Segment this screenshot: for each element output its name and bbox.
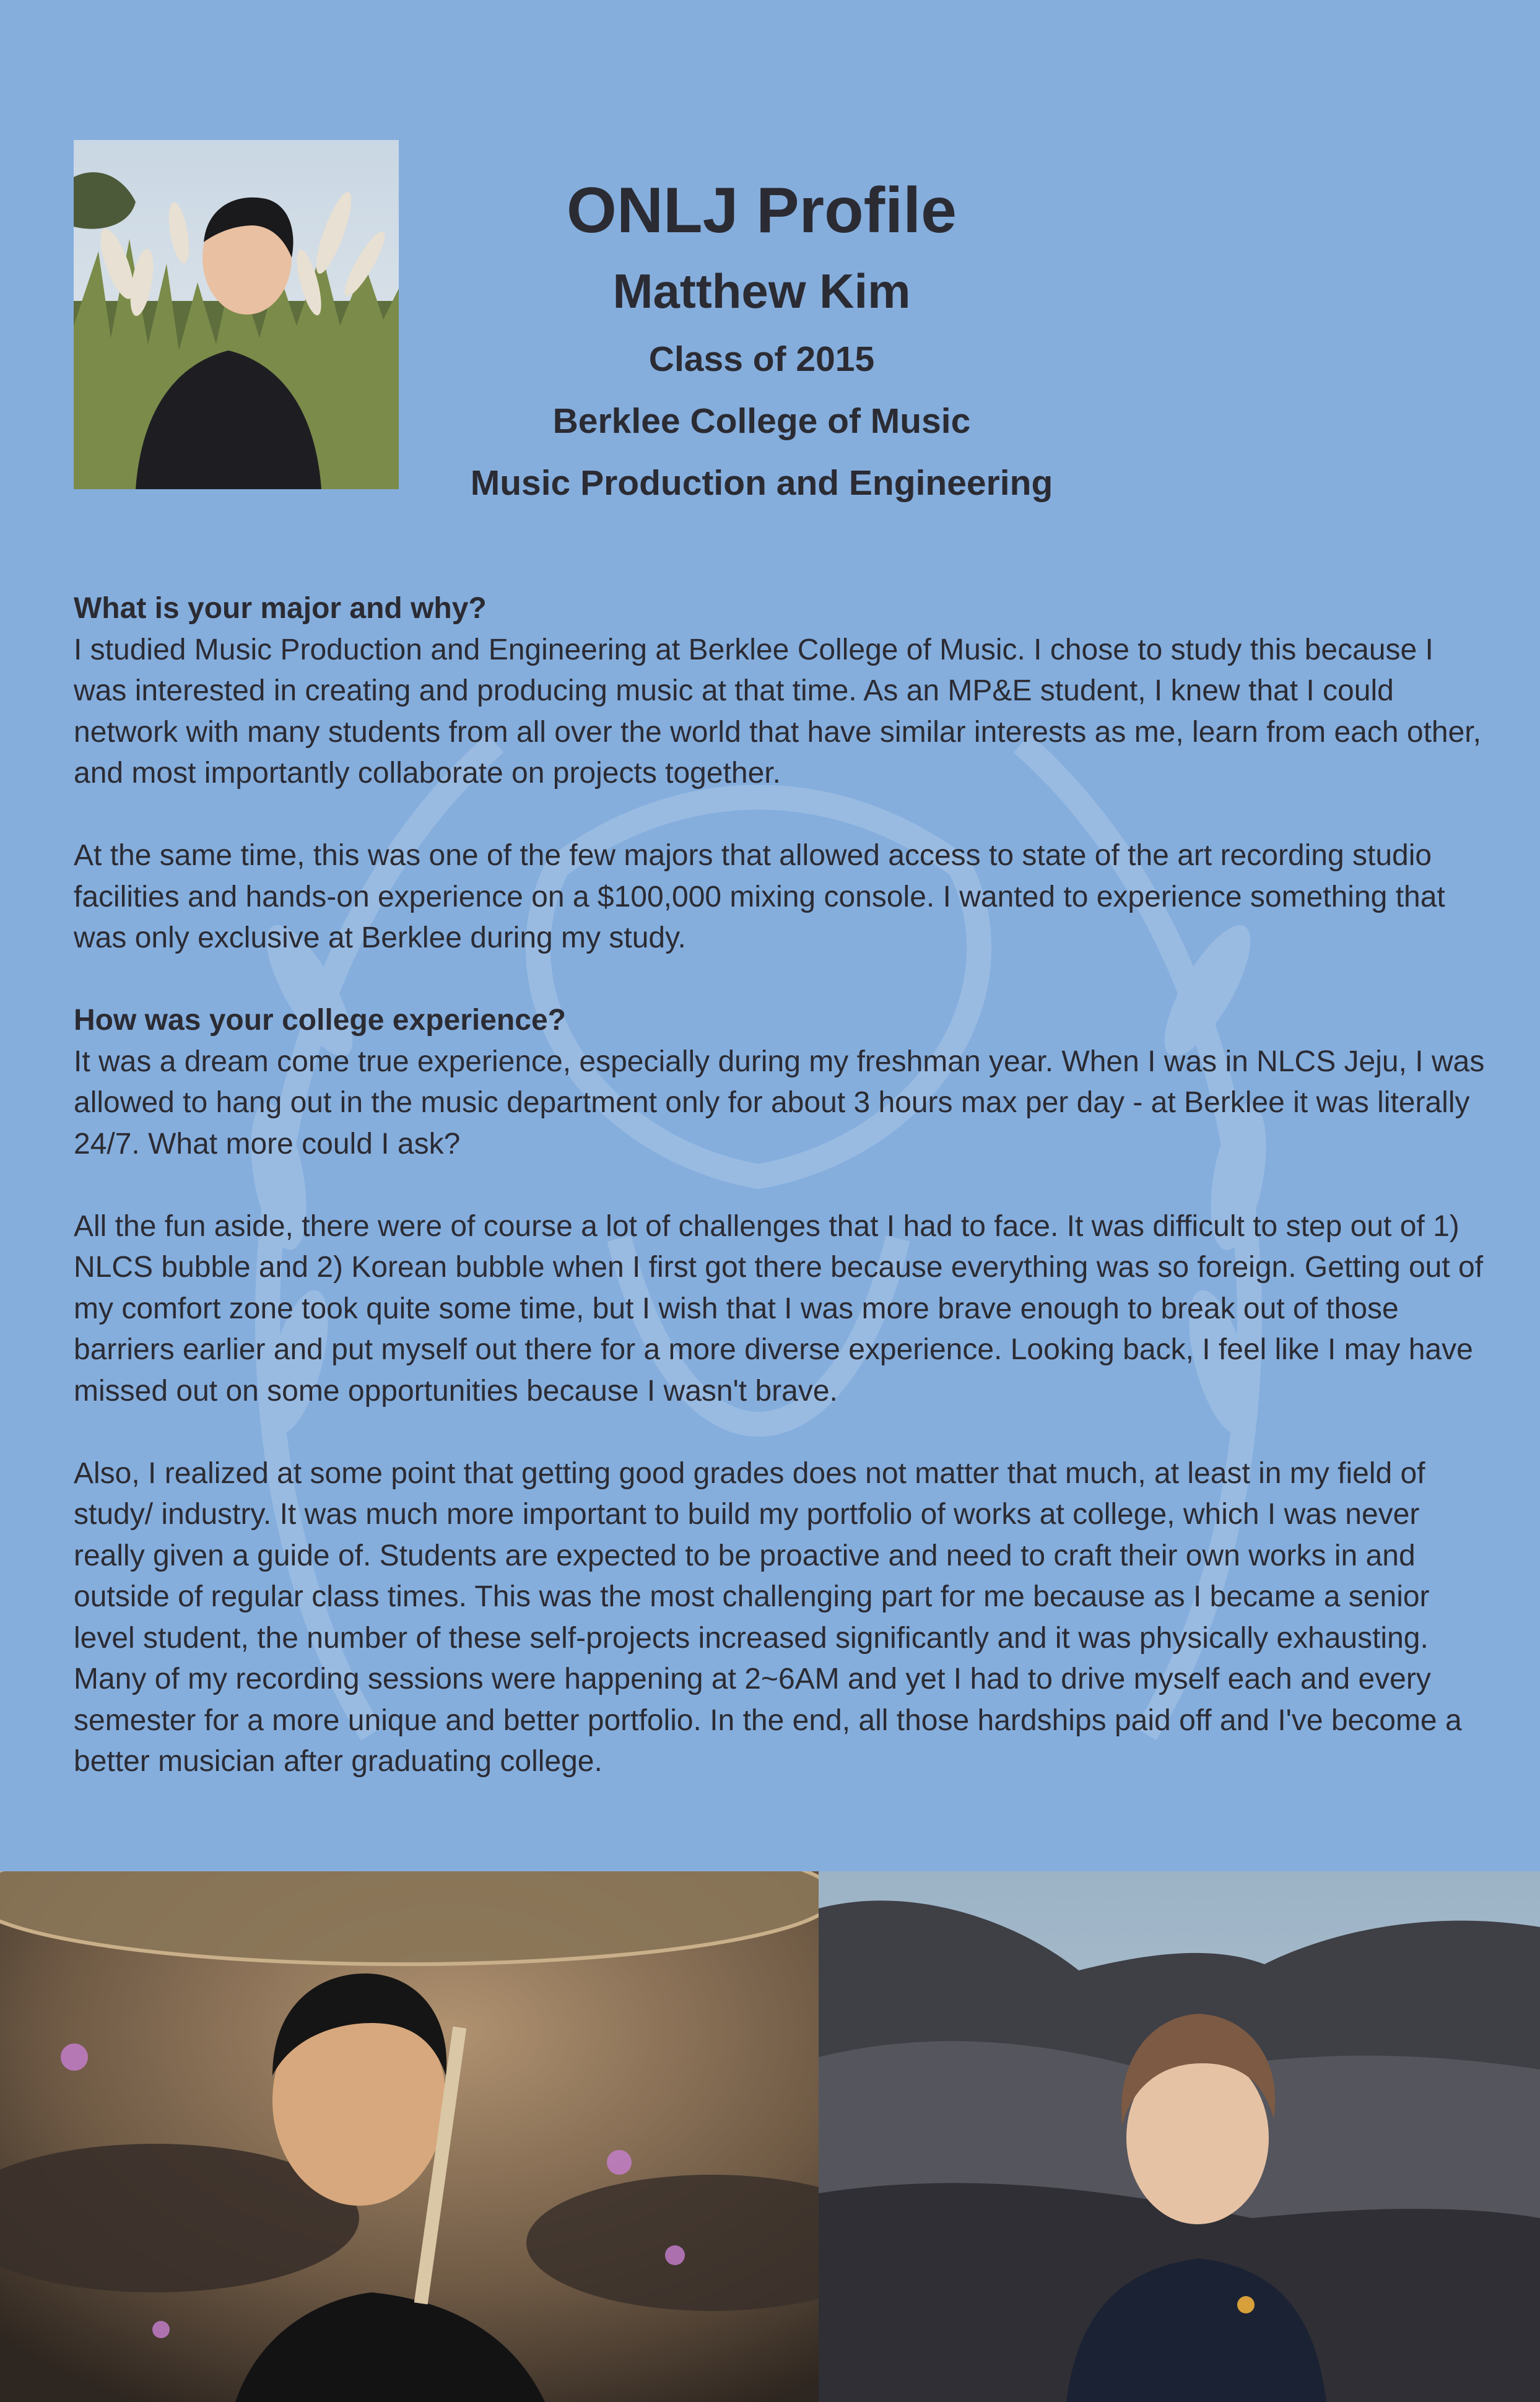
university-name: Berklee College of Music — [552, 401, 971, 441]
major-name: Music Production and Engineering — [470, 463, 1053, 503]
drumming-photo — [0, 1871, 819, 2402]
answer-experience-paragraph-3: Also, I realized at some point that getting good grades does not matter that much, at least in my field of study/ industry. It was much more important to build my portfolio of works at college, which I was never really given a guide of. Students are expected to be proactive and need to craft their own works in and outside of regular class times. This was the most challenging part for me because as I became a senior level student, the number of these self-projects increased significantly and it was physically exhausting. Many of my recording sessions were happening at 2~6AM and yet I had to drive myself each and every semester for a more unique and better portfolio. In the end, all those hardships paid off and I've become a better musician after graduating college. — [74, 1456, 1462, 1778]
question-college-experience: How was your college experience? — [74, 1004, 566, 1037]
answer-major-paragraph-2: At the same time, this was one of the few majors that allowed access to state of the art recording studio facilities and hands-on experience on a $100,000 mixing console. I wanted to experience something that was only exclusive at Berklee during my study. — [74, 839, 1445, 954]
answer-experience-paragraph-1: It was a dream come true experience, especially during my freshman year. When I was in NLCS Jeju, I was allowed to hang out in the music department only for about 3 hours max per day - at Berklee it was literally 24/7. What more could I ask? — [74, 1045, 1485, 1160]
person-name: Matthew Kim — [612, 264, 911, 318]
profile-header — [372, 167, 1152, 514]
outdoor-rock-photo — [819, 1871, 1540, 2402]
answer-experience-paragraph-2: All the fun aside, there were of course a lot of challenges that I had to face. It was difficult to step out of 1) NLCS bubble and 2) Korean bubble when I first got there because everything was so foreign. Getting out of my comfort zone took quite some time, but I wish that I was more brave enough to break out of those barriers earlier and put myself out there for a more diverse experience. Looking back, I feel like I may have missed out on some opportunities because I wasn't brave. — [74, 1209, 1484, 1408]
interview-text — [74, 588, 1492, 1783]
profile-photo — [74, 140, 399, 489]
page-title: ONLJ Profile — [567, 175, 957, 246]
question-major: What is your major and why? — [74, 592, 487, 625]
answer-major-paragraph-1: I studied Music Production and Engineering at Berklee College of Music. I chose to study this because I was interested in creating and producing music at that time. As an MP&E student, I knew that I could network with many students from all over the world that have similar interests as me, learn from each other, and most importantly collaborate on projects together. — [74, 633, 1481, 790]
class-year: Class of 2015 — [648, 339, 875, 379]
